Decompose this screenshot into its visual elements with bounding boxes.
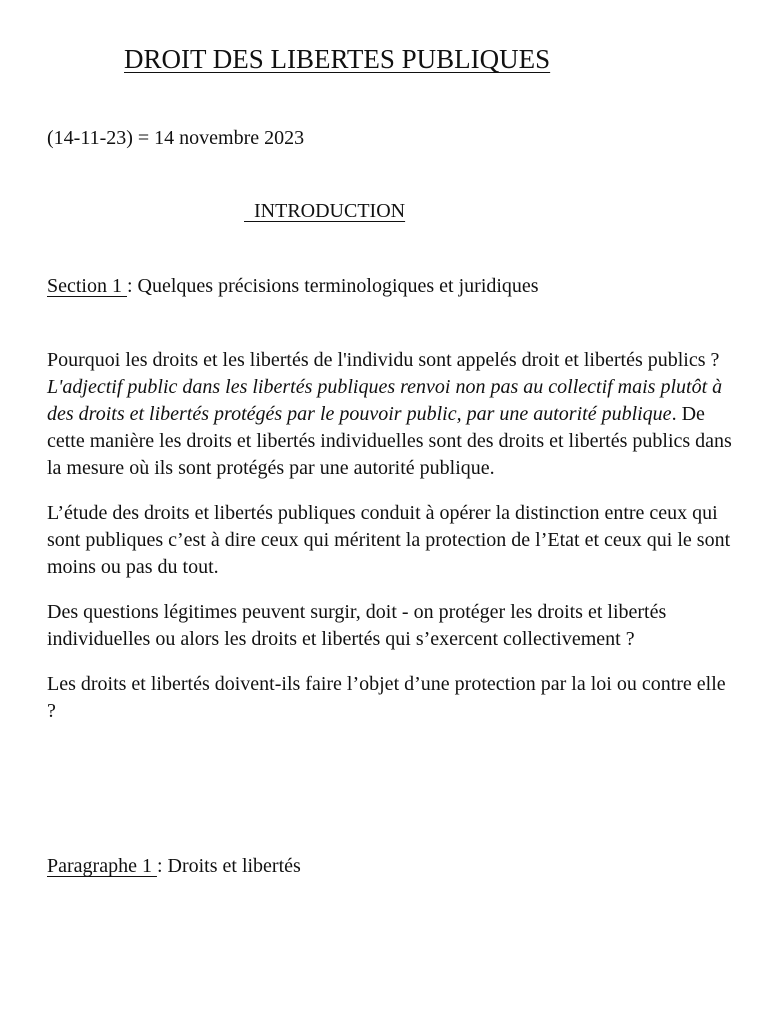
paragraph-1-question: Pourquoi les droits et les libertés de l'individu sont appelés droit et libertés publics ? [47,349,720,371]
paragraph-heading-title: : Droits et libertés [156,855,301,877]
section-heading [47,275,539,298]
document-title: DROIT DES LIBERTES PUBLIQUES [124,44,551,74]
document-body [47,347,737,743]
paragraph-2: L’étude des droits et libertés publiques conduit à opérer la distinction entre ceux qui sont publiques c’est à dire ceux qui méritent la protection de l’Etat et ceux qui le sont moins ou pas du tout. [47,502,731,578]
paragraph-heading [47,855,301,878]
paragraph-4: Les droits et libertés doivent-ils faire l’objet d’une protection par la loi ou contre elle ? [47,673,726,722]
section-label: Section 1 [47,275,127,297]
paragraph-3: Des questions légitimes peuvent surgir, doit - on protéger les droits et libertés individuelles ou alors les droits et libertés qui s’exercent collectivement ? [47,601,667,650]
date-line: (14-11-23) = 14 novembre 2023 [47,127,305,149]
introduction-heading: INTRODUCTION [244,200,406,222]
paragraph-1-rest: . De cette manière les droits et libertés individuelles sont des droits et libertés publics dans la mesure où ils sont protégés par une autorité publique. [47,403,732,479]
section-title: : Quelques précisions terminologiques et juridiques [127,275,539,297]
paragraph-1 [47,347,737,482]
paragraph-1-italic-definition: L'adjectif public dans les libertés publiques renvoi non pas au collectif mais plutôt à des droits et libertés protégés par le pouvoir public, par une autorité publique [47,376,723,425]
paragraph-heading-label: Paragraphe 1 [47,855,157,877]
